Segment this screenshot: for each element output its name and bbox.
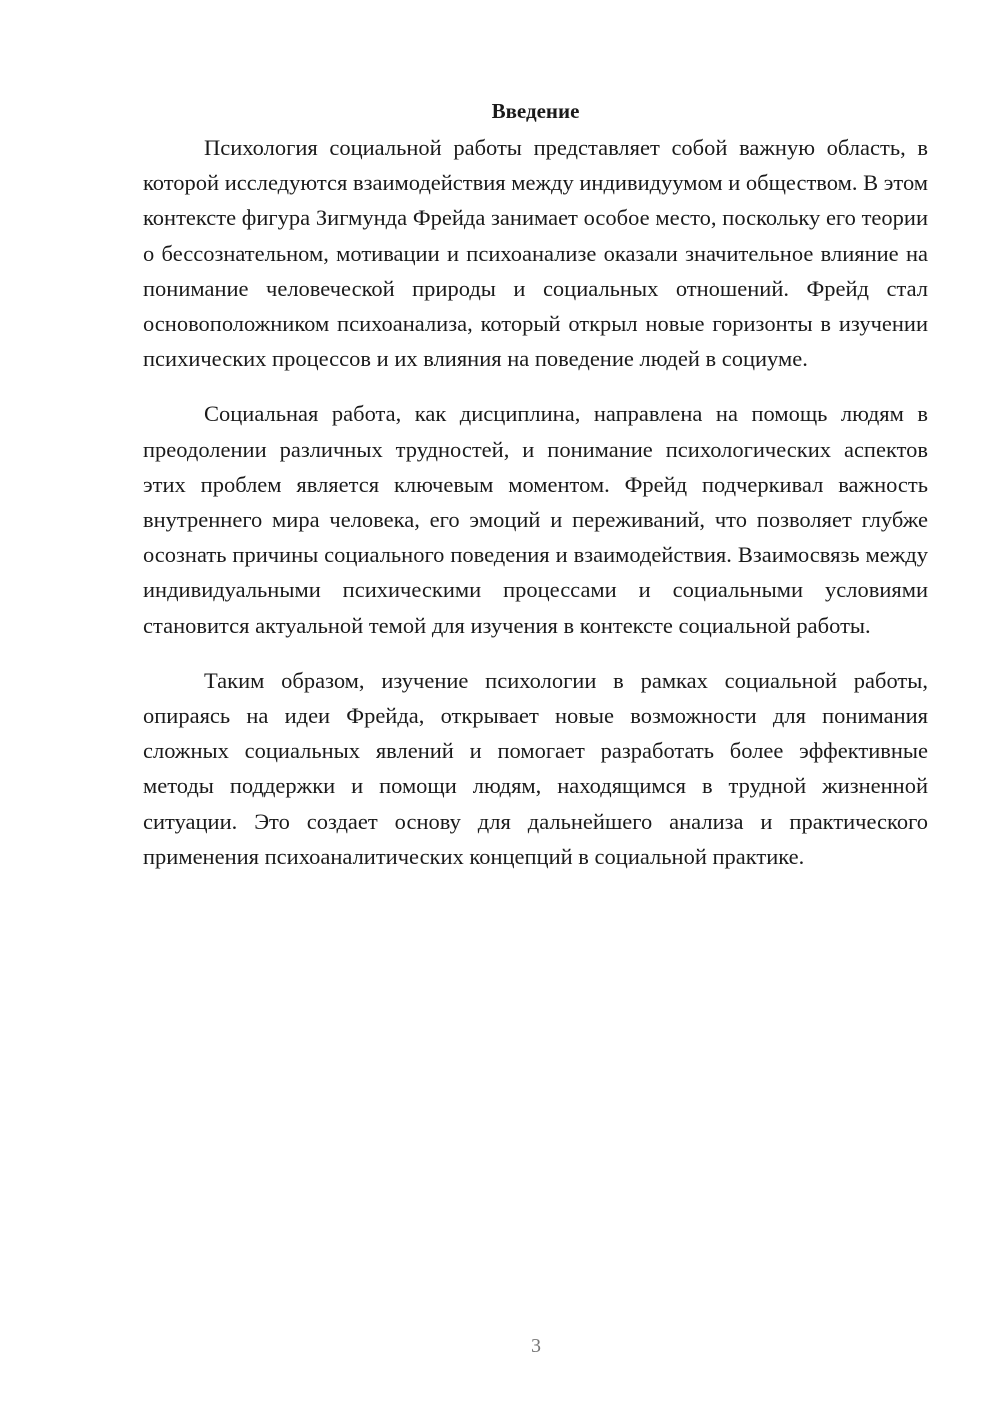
- page-content: [143, 96, 928, 894]
- paragraph-1: Психология социальной работы представляет собой важную область, в которой исследуются взаимодействия между индивидуумом и обществом. В этом контексте фигура Зигмунда Фрейда занимает особое место, поскольку его теории о бессознательном, мотивации и психоанализе оказали значительное влияние на понимание человеческой природы и социальных отношений. Фрейд стал основоположником психоанализа, который открыл новые горизонты в изучении психических процессов и их влияния на поведение людей в социуме.: [143, 135, 928, 372]
- section-title: Введение: [491, 99, 580, 123]
- paragraph-2: Социальная работа, как дисциплина, направлена на помощь людям в преодолении различных трудностей, и понимание психологических аспектов этих проблем является ключевым моментом. Фрейд подчеркивал важность внутреннего мира человека, его эмоций и переживаний, что позволяет глубже осознать причины социального поведения и взаимодействия. Взаимосвязь между индивидуальными психическими процессами и социальными условиями становится актуальной темой для изучения в контексте социальной работы.: [143, 401, 928, 638]
- paragraph-3: Таким образом, изучение психологии в рамках социальной работы, опираясь на идеи Фрейда, открывает новые возможности для понимания сложных социальных явлений и помогает разработать более эффективные методы поддержки и помощи людям, находящимся в трудной жизненной ситуации. Это создает основу для дальнейшего анализа и практического применения психоаналитических концепций в социальной практике.: [143, 667, 928, 869]
- page-number: 3: [531, 1335, 541, 1357]
